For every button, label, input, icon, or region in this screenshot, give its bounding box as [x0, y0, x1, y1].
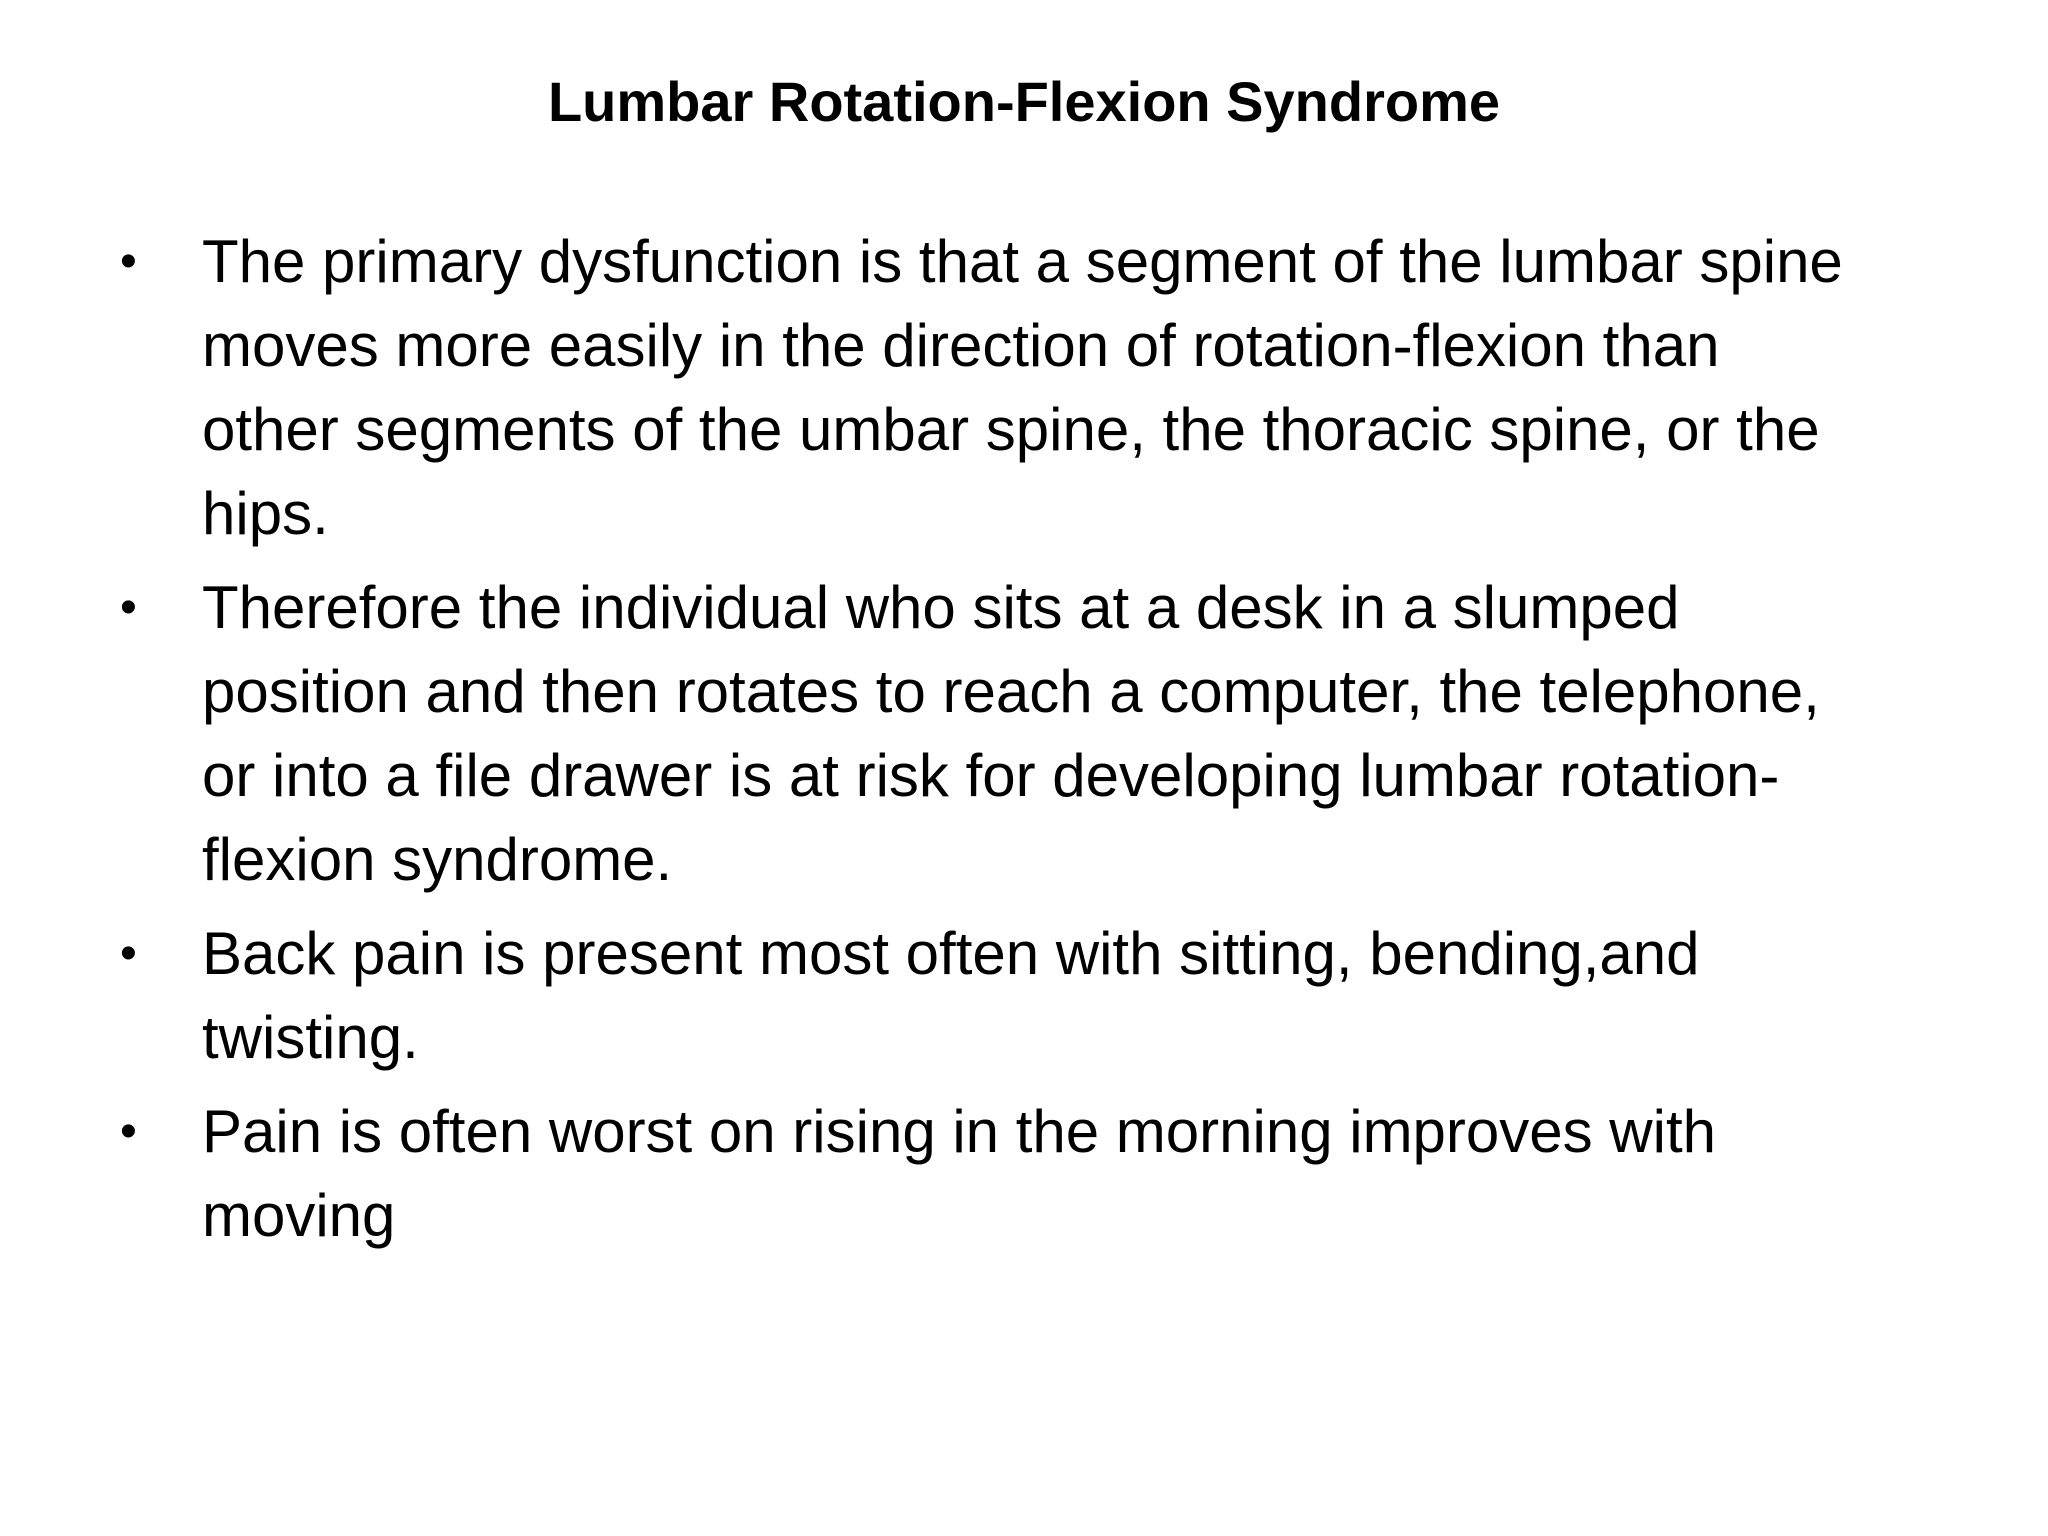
bullet-text: Therefore the individual who sits at a desk in a slumped position and then rotates to reach a computer, the telephone, or into a file drawer is at risk for developing lumbar rotation- flexion syndrome. [202, 574, 1820, 893]
bullet-dot-icon: • [120, 1105, 137, 1158]
bullet-item [120, 566, 1950, 902]
bullet-list [120, 220, 1950, 1268]
bullet-item [120, 1090, 1950, 1258]
bullet-text: Back pain is present most often with sitting, bending,and twisting. [202, 920, 1700, 1071]
bullet-text: Pain is often worst on rising in the morning improves with moving [202, 1098, 1717, 1249]
bullet-dot-icon: • [120, 927, 137, 980]
bullet-dot-icon: • [120, 581, 137, 634]
bullet-item [120, 912, 1950, 1080]
bullet-item [120, 220, 1950, 556]
bullet-text: The primary dysfunction is that a segment of the lumbar spine moves more easily in the direction of rotation-flexion than other segments of the umbar spine, the thoracic spine, or the hips. [202, 228, 1843, 547]
bullet-dot-icon: • [120, 235, 137, 288]
slide-title: Lumbar Rotation-Flexion Syndrome [547, 70, 1501, 133]
